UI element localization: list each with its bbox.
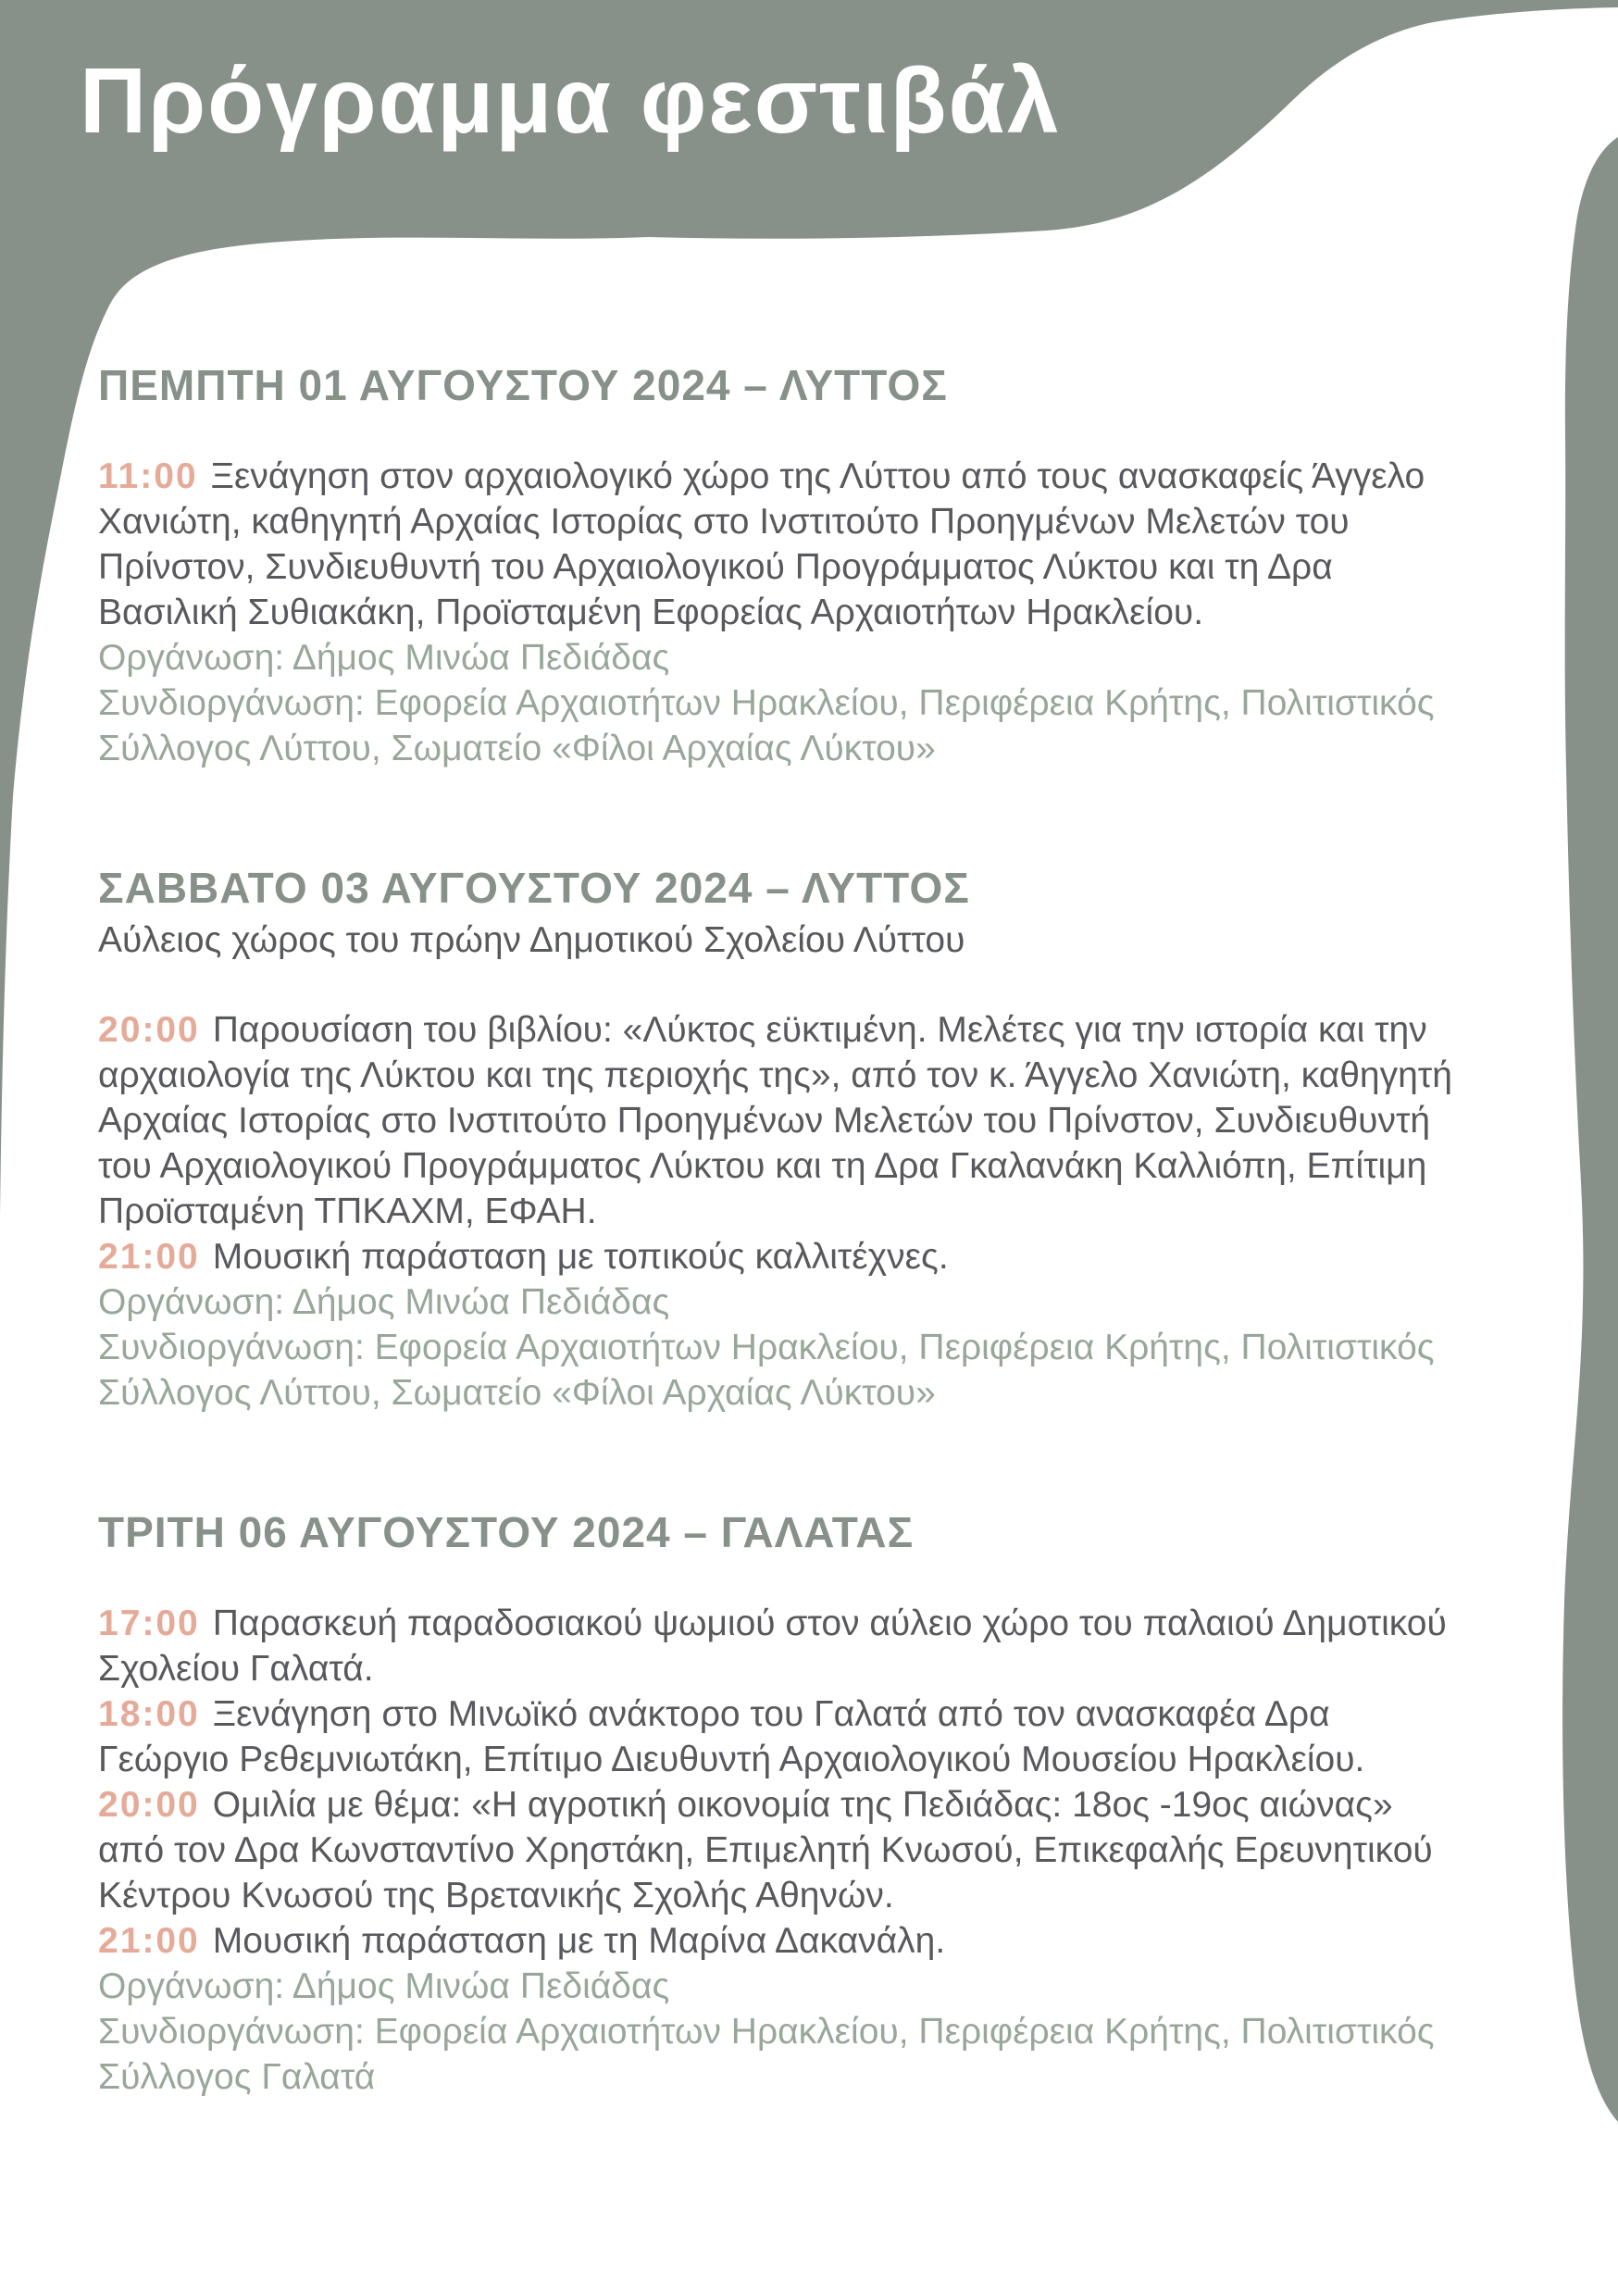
co-organizers-line: Συνδιοργάνωση: Εφορεία Αρχαιοτήτων Ηρακλείου, Περιφέρεια Κρήτης, Πολιτιστικός Σύλλογος Λύττου, Σωματείο «Φίλοι Αρχαίας Λύκτου»: [98, 683, 1435, 768]
venue-line: Αύλειος χώρος του πρώην Δημοτικού Σχολείου Λύττου: [98, 920, 965, 960]
section-heading: ΤΡΙΤΗ 06 ΑΥΓΟΥΣΤΟΥ 2024 – ΓΑΛΑΤΑΣ: [98, 1508, 915, 1556]
co-organizers-line: Συνδιοργάνωση: Εφορεία Αρχαιοτήτων Ηρακλείου, Περιφέρεια Κρήτης, Πολιτιστικός Σύλλογος Λύττου, Σωματείο «Φίλοι Αρχαίας Λύκτου»: [98, 1328, 1435, 1413]
event-description: Ομιλία με θέμα: «Η αγροτική οικονομία της Πεδιάδας: 18ος -19ος αιώνας» από τον Δρα Κωνσταντίνο Χρηστάκη, Επιμελητή Κνωσού, Επικεφαλής Ερευνητικού Κέντρου Κνωσού της Βρετανικής Σχολής Αθηνών.: [98, 1785, 1433, 1915]
co-organizers-line: Συνδιοργάνωση: Εφορεία Αρχαιοτήτων Ηρακλείου, Περιφέρεια Κρήτης, Πολιτιστικός Σύλλογος Γαλατά: [98, 2012, 1435, 2097]
event-description: Παρασκευή παραδοσιακού ψωμιού στον αύλειο χώρο του παλαιού Δημοτικού Σχολείου Γαλατά.: [98, 1603, 1447, 1689]
section-heading: ΣΑΒΒΑΤΟ 03 ΑΥΓΟΥΣΤΟΥ 2024 – ΛΥΤΤΟΣ: [98, 864, 970, 912]
event-item: [98, 1691, 1459, 1782]
event-item: [98, 454, 1459, 635]
event-description: Ξενάγηση στο Μινωϊκό ανάκτορο του Γαλατά από τον ανασκαφέα Δρα Γεώργιο Ρεθεμνιωτάκη, Επίτιμο Διευθυντή Αρχαιολογικού Μουσείου Ηρακλείου.: [98, 1694, 1365, 1779]
section-heading: ΠΕΜΠΤΗ 01 ΑΥΓΟΥΣΤΟΥ 2024 – ΛΥΤΤΟΣ: [98, 361, 948, 409]
event-time: 17:00: [98, 1603, 200, 1643]
event-time: 11:00: [98, 456, 198, 496]
organizer-line: Οργάνωση: Δήμος Μινώα Πεδιάδας: [98, 638, 670, 678]
event-description: Μουσική παράσταση με τη Μαρίνα Δακανάλη.: [212, 1921, 946, 1961]
event-description: Ξενάγηση στον αρχαιολογικό χώρο της Λύττου από τους ανασκαφείς Άγγελο Χανιώτη, καθηγητή Αρχαίας Ιστορίας στο Ινστιτούτο Προηγμένων Μελετών του Πρίνστον, Συνδιευθυντή του Αρχαιολογικού Προγράμματος Λύκτου και τη Δρα Βασιλική Συθιακάκη, Προϊσταμένη Εφορείας Αρχαιοτήτων Ηρακλείου.: [98, 456, 1425, 632]
organizer-line: Οργάνωση: Δήμος Μινώα Πεδιάδας: [98, 1966, 670, 2006]
event-description: Μουσική παράσταση με τοπικούς καλλιτέχνες.: [212, 1237, 949, 1277]
event-item: [98, 1234, 1459, 1279]
event-time: 20:00: [98, 1785, 200, 1825]
day-section-tuesday: [98, 1508, 1459, 2100]
page-title: Πρόγραμμα φεστιβάλ: [80, 49, 1061, 153]
event-time: 20:00: [98, 1010, 200, 1050]
event-time: 21:00: [98, 1237, 200, 1277]
day-section-thursday: [98, 361, 1459, 771]
program-content: [98, 361, 1459, 2100]
day-section-saturday: [98, 864, 1459, 1416]
events-list: [98, 1601, 1459, 2100]
event-time: 21:00: [98, 1921, 200, 1961]
event-time: 18:00: [98, 1694, 200, 1734]
organizer-line: Οργάνωση: Δήμος Μινώα Πεδιάδας: [98, 1282, 670, 1322]
event-item: [98, 1007, 1459, 1234]
events-list: [98, 1007, 1459, 1416]
event-description: Παρουσίαση του βιβλίου: «Λύκτος εϋκτιμένη. Μελέτες για την ιστορία και την αρχαιολογία της Λύκτου και της περιοχής της», από τον κ. Άγγελο Χανιώτη, καθηγητή Αρχαίας Ιστορίας στο Ινστιτούτο Προηγμένων Μελετών του Πρίνστον, Συνδιευθυντή του Αρχαιολογικού Προγράμματος Λύκτου και τη Δρα Γκαλανάκη Καλλιόπη, Επίτιμη Προϊσταμένη ΤΠΚΑΧΜ, ΕΦΑΗ.: [98, 1010, 1452, 1231]
right-wave-strip: [1562, 137, 1618, 2122]
event-item: [98, 1918, 1459, 1964]
event-item: [98, 1782, 1459, 1918]
event-item: [98, 1601, 1459, 1691]
events-list: [98, 454, 1459, 771]
